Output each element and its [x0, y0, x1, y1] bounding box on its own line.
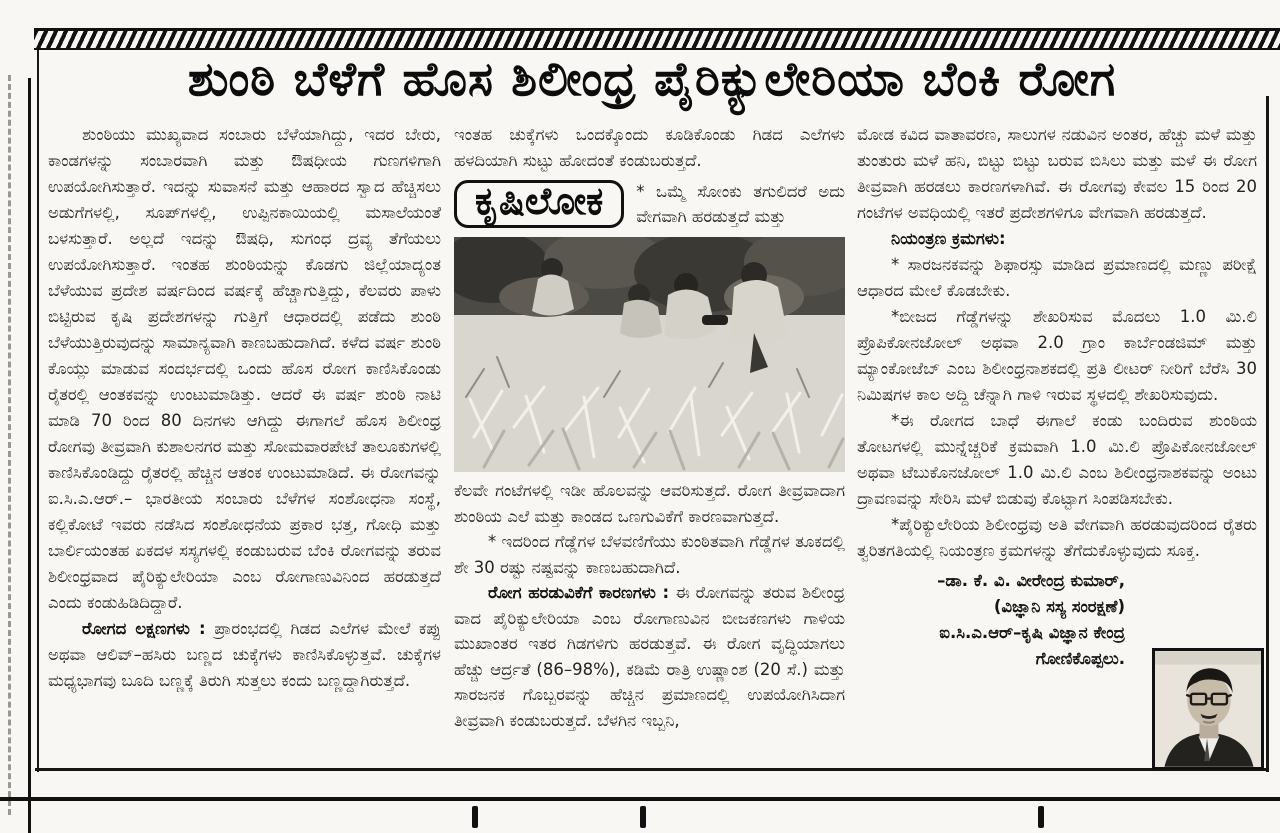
column-3 [857, 122, 1257, 672]
byline-place: ಗೋಣಿಕೊಪ್ಪಲು. [1035, 649, 1125, 668]
column-2 [454, 122, 845, 733]
paragraph-text: ಪ್ರಾರಂಭದಲ್ಲಿ ಗಿಡದ ಎಲೆಗಳ ಮೇಲೆ ಕಪ್ಪು ಅಥವಾ ಆಲಿವ್–ಹಸಿರು ಬಣ್ಣದ ಚುಕ್ಕೆಗಳು ಕಾಣಿಸಿಕೊಳ್ಳುತ್ತವೆ. ಚುಕ್ಕೆಗಳ ಮಧ್ಯಭಾಗವು ಬೂದಿ ಬಣ್ಣಕ್ಕೆ ತಿರುಗಿ ಸುತ್ತಲು ಕಂದು ಬಣ್ಣದ್ದಾಗಿರುತ್ತದೆ. [48, 619, 441, 690]
paragraph-text: ಮೋಡ ಕವಿದ ವಾತಾವರಣ, ಸಾಲುಗಳ ನಡುವಿನ ಅಂತರ, ಹೆಚ್ಚು ಮಳೆ ಮತ್ತು ತುಂತುರು ಮಳೆ ಹನಿ, ಬಿಟ್ಟು ಬಿಟ್ಟು ಬರುವ ಬಿಸಿಲು ಮತ್ತು ಮಳೆ ಈ ರೋಗ ತೀವ್ರವಾಗಿ ಹರಡಲು ಕಾರಣಗಳಾಗಿವೆ. ಈ ರೋಗವು ಕೇವಲ 15 ರಿಂದ 20 ಗಂಟೆಗಳ ಅವಧಿಯಲ್ಲಿ ಇತರೆ ಪ್ರದೇಶಗಳಿಗೂ ವೇಗವಾಗಿ ಹರಡುತ್ತದೆ. [857, 125, 1257, 222]
paragraph-text: * ಸಾರಜನಕವನ್ನು ಶಿಫಾರಸ್ಸು ಮಾಡಿದ ಪ್ರಮಾಣದಲ್ಲಿ ಮಣ್ಣು ಪರೀಕ್ಷೆ ಆಧಾರದ ಮೇಲೆ ಕೊಡಬೇಕು. [857, 255, 1257, 300]
bottom-tick-mark [1038, 806, 1044, 828]
paragraph-lead: ರೋಗ ಹರಡುವಿಕೆಗೆ ಕಾರಣಗಳು : [488, 583, 670, 602]
paragraph-text: ಇಂತಹ ಚುಕ್ಕೆಗಳು ಒಂದಕ್ಕೊಂದು ಕೂಡಿಕೊಂಡು ಗಿಡದ ಎಲೆಗಳು ಹಳದಿಯಾಗಿ ಸುಟ್ಟು ಹೋದಂತೆ ಕಂಡುಬರುತ್ತದೆ. [454, 125, 845, 170]
paragraph-text: ಶುಂಠಿಯು ಮುಖ್ಯವಾದ ಸಂಬಾರು ಬೆಳೆಯಾಗಿದ್ದು, ಇದರ ಬೇರು, ಕಾಂಡಗಳನ್ನು ಸಂಬಾರವಾಗಿ ಮತ್ತು ಔಷಧೀಯ ಗುಣಗಳಿಗಾಗಿ ಉಪಯೋಗಿಸುತ್ತಾರೆ. ಇದನ್ನು ಸುವಾಸನೆ ಮತ್ತು ಆಹಾರದ ಸ್ವಾದ ಹೆಚ್ಚಿಸಲು ಅಡುಗೆಗಳಲ್ಲಿ, ಸೂಪ್‌ಗಳಲ್ಲಿ, ಉಪ್ಪಿನಕಾಯಿಯಲ್ಲಿ ಮಸಾಲೆಯಂತೆ ಬಳಸುತ್ತಾರೆ. ಅಲ್ಲದೆ ಇದನ್ನು ಔಷಧಿ, ಸುಗಂಧ ದ್ರವ್ಯ ತೆಗೆಯಲು ಉಪಯೋಗಿಸುತ್ತಾರೆ. ಇಂತಹ ಶುಂಠಿಯನ್ನು ಕೊಡಗು ಜಿಲ್ಲೆಯಾದ್ಯಂತ ಬೆಳೆಯುವ ಪ್ರದೇಶ ವರ್ಷದಿಂದ ವರ್ಷಕ್ಕೆ ಹೆಚ್ಚಾಗುತ್ತಿದ್ದು, ಕೆಲವರು ಪಾಳು ಬಿಟ್ಟಿರುವ ಕೃಷಿ ಪ್ರದೇಶಗಳನ್ನು ಗುತ್ತಿಗೆ ಆಧಾರದಲ್ಲಿ ಪಡೆದು ಶುಂಠಿ ಬೆಳೆಯುತ್ತಿರುವುದನ್ನು ಸಾಮಾನ್ಯವಾಗಿ ಕಾಣಬಹುದಾಗಿದೆ. ಕಳೆದ ವರ್ಷ ಶುಂಠಿ ಕೊಯ್ಲು ಮಾಡುವ ಸಂದರ್ಭದಲ್ಲಿ ಒಂದು ಹೊಸ ರೋಗ ಕಾಣಿಸಿಕೊಂಡು ರೈತರಲ್ಲಿ ಆಂತಕವನ್ನು ಉಂಟುಮಾಡಿತ್ತು. ಆದರೆ ಈ ವರ್ಷ ಶುಂಠಿ ನಾಟಿ ಮಾಡಿ 70 ರಿಂದ 80 ದಿನಗಳು ಆಗಿದ್ದು ಈಗಾಗಲೆ ಹೊಸ ಶಿಲೀಂಧ್ರ ರೋಗವು ತೀವ್ರವಾಗಿ ಕುಶಾಲನಗರ ಮತ್ತು ಸೋಮವಾರಪೇಟೆ ತಾಲೂಕುಗಳಲ್ಲಿ ಕಾಣಿಸಿಕೊಂಡಿದ್ದು ರೈತರಲ್ಲಿ ಹೆಚ್ಚಿನ ಆತಂಕ ಉಂಟುಮಾಡಿದೆ. ಈ ರೋಗವನ್ನು ಐ.ಸಿ.ಎ.ಆರ್.– ಭಾರತೀಯ ಸಂಬಾರು ಬೆಳೆಗಳ ಸಂಶೋಧನಾ ಸಂಸ್ಥೆ, ಕಲ್ಲಿಕೋಟೆ ಇವರು ನಡೆಸಿದ ಸಂಶೋಧನೆಯ ಪ್ರಕಾರ ಭತ್ತ, ಗೋಧಿ ಮತ್ತು ಬಾರ್ಲಿಯಂತಹ ಏಕದಳ ಸಸ್ಯಗಳಲ್ಲಿ ಕಂಡುಬರುವ ಬೆಂಕಿ ರೋಗವನ್ನು ತರುವ ಶಿಲೀಂಧ್ರವಾದ ಪೈರಿಕ್ಯುಲೇರಿಯಾ ಎಂಬ ರೋಗಾಣುವಿನಿಂದ ಹರಡುತ್ತದೆ ಎಂದು ಕಂಡುಹಿಡಿದಿದ್ದಾರೆ. [48, 125, 441, 612]
article-frame-left [37, 50, 39, 772]
kicker-row [454, 179, 845, 229]
paragraph-text: ಕೆಲವೇ ಗಂಟೆಗಳಲ್ಲಿ ಇಡೀ ಹೊಲವನ್ನು ಆವರಿಸುತ್ತದೆ. ರೋಗ ತೀವ್ರವಾದಾಗ ಶುಂಠಿಯ ಎಲೆ ಮತ್ತು ಕಾಂಡದ ಒಣಗುವಿಕೆಗೆ ಕಾರಣವಾಗುತ್ತದೆ. [454, 481, 845, 526]
field-photo [454, 237, 845, 472]
paragraph [857, 512, 1257, 564]
paragraph-text: *ಈ ರೋಗದ ಬಾಧೆ ಈಗಾಲೆ ಕಂಡು ಬಂದಿರುವ ಶುಂಠಿಯ ತೋಟಗಳಲ್ಲಿ ಮುನ್ನೆಚ್ಚರಿಕೆ ಕ್ರಮವಾಗಿ 1.0 ಮಿ.ಲಿ ಪ್ರೊಪಿಕೋನಜೋಲ್ ಅಥವಾ ಟೆಬುಕೊನಜೋಲ್ 1.0 ಮಿ.ಲಿ ಎಂಬ ಶಿಲೀಂಧ್ರನಾಶಕವನ್ನು ಅಂಟು ದ್ರಾವಣವನ್ನು ಸೇರಿಸಿ ಮಳೆ ಬಿಡುವು ಕೊಟ್ಟಾಗ ಸಿಂಪಡಿಸಬೇಕು. [857, 411, 1257, 508]
scan-edge-fragments [0, 55, 26, 833]
paragraph-text: * ಇದರಿಂದ ಗೆಡ್ಡೆಗಳ ಬೆಳವಣಿಗೆಯು ಕುಂಠಿತವಾಗಿ ಗೆಡ್ಡೆಗಳ ತೂಕದಲ್ಲಿ ಶೇ 30 ರಷ್ಟು ನಷ್ಟವನ್ನು ಕಾಣಬಹುದಾಗಿದೆ. [454, 532, 845, 577]
bottom-tick-mark [640, 806, 646, 828]
paragraph [857, 304, 1257, 408]
paragraph [454, 529, 845, 580]
top-ornament-bar [34, 28, 1280, 50]
paragraph [454, 122, 845, 173]
paragraph [857, 122, 1257, 226]
article-frame-bottom [35, 768, 1269, 771]
byline-name: –ಡಾ. ಕೆ. ವಿ. ವೀರೇಂದ್ರ ಕುಮಾರ್, [937, 571, 1125, 590]
article-frame-right [1266, 96, 1269, 772]
paragraph [454, 478, 845, 529]
paragraph [48, 616, 441, 694]
page-separator-rule [0, 797, 1280, 801]
author-photo [1152, 648, 1264, 770]
byline-title: (ವಿಜ್ಞಾನಿ ಸಸ್ಯ ಸಂರಕ್ಷಣೆ) [993, 597, 1125, 616]
byline-org: ಐ.ಸಿ.ಎ.ಆರ್–ಕೃಷಿ ವಿಜ್ಞಾನ ಕೇಂದ್ರ [939, 623, 1125, 642]
paragraph [48, 122, 441, 616]
column-1 [48, 122, 441, 694]
adjacent-column-rule [28, 78, 31, 833]
paragraph-text: *ಬೀಜದ ಗೆಡ್ಡೆಗಳನ್ನು ಶೇಖರಿಸುವ ಮೊದಲು 1.0 ಮಿ.ಲಿ ಪ್ರೊಪಿಕೋನಜೋಲ್ ಅಥವಾ 2.0 ಗ್ರಾಂ ಕಾರ್ಬೆಂಡಜಿಮ್ ಮತ್ತು ಮ್ಯಾಂಕೋಜೆಬ್ ಎಂಬ ಶಿಲೀಂಧ್ರನಾಶಕದಲ್ಲಿ ಪ್ರತಿ ಲೀಟರ್ ನೀರಿಗೆ ಬೆರೆಸಿ 30 ನಿಮಿಷಗಳ ಕಾಲ ಅದ್ದಿ ಚೆನ್ನಾಗಿ ಗಾಳಿ ಇರುವ ಸ್ಥಳದಲ್ಲಿ ಶೇಖರಿಸುವುದು. [857, 307, 1257, 404]
bottom-tick-mark [472, 806, 478, 828]
kicker-side-text: * ಒಮ್ಮೆ ಸೋಂಕು ತಗುಲಿದರೆ ಅದು ವೇಗವಾಗಿ ಹರಡುತ್ತದೆ ಮತ್ತು [636, 182, 845, 226]
paragraph-text: *ಪೈರಿಕ್ಯುಲೇರಿಯ ಶಿಲೀಂಧ್ರವು ಅತಿ ವೇಗವಾಗಿ ಹರಡುವುದರಿಂದ ರೈತರು ತ್ವರಿತಗತಿಯಲ್ಲಿ ನಿಯಂತ್ರಣ ಕ್ರಮಗಳನ್ನು ತೆಗೆದುಕೊಳ್ಳುವುದು ಸೂಕ್ತ. [857, 515, 1257, 560]
edge-glyph-marks [8, 75, 11, 815]
paragraph-lead: ರೋಗದ ಲಕ್ಷಣಗಳು : [82, 619, 206, 638]
paragraph [857, 252, 1257, 304]
paragraph [454, 580, 845, 733]
paragraph [857, 408, 1257, 512]
paragraph-lead: ನಿಯಂತ್ರಣ ಕ್ರಮಗಳು: [891, 229, 1006, 248]
section-kicker-box: ಕೃಷಿಲೋಕ [454, 180, 624, 228]
article-headline: ಶುಂಠಿ ಬೆಳೆಗೆ ಹೊಸ ಶಿಲೀಂಧ್ರ ಪೈರಿಕ್ಯುಲೇರಿಯಾ ಬೆಂಕಿ ರೋಗ [187, 52, 1117, 107]
paragraph-text: ಈ ರೋಗವನ್ನು ತರುವ ಶಿಲೀಂಧ್ರ ವಾದ ಪೈರಿಕ್ಯುಲೇರಿಯಾ ಎಂಬ ರೋಗಾಣುವಿನ ಬೀಜಕಣಗಳು ಗಾಳಿಯ ಮುಖಾಂತರ ಇತರ ಗಿಡಗಳಿಗು ಹರಡುತ್ತವೆ. ಈ ರೋಗ ವೃದ್ಧಿಯಾಗಲು ಹೆಚ್ಚು ಆರ್ದ್ರತೆ (86–98%), ಕಡಿಮೆ ರಾತ್ರಿ ಉಷ್ಣಾಂಶ (20 ಸೆ.) ಮತ್ತು ಸಾರಜನಕ ಗೊಬ್ಬರವನ್ನು ಹೆಚ್ಚಿನ ಪ್ರಮಾಣದಲ್ಲಿ ಉಪಯೋಗಿಸಿದಾಗ ತೀವ್ರವಾಗಿ ಕಂಡುಬರುತ್ತದೆ. ಬೆಳಗಿನ ಇಬ್ಬನಿ, [454, 583, 845, 730]
paragraph [857, 226, 1257, 252]
